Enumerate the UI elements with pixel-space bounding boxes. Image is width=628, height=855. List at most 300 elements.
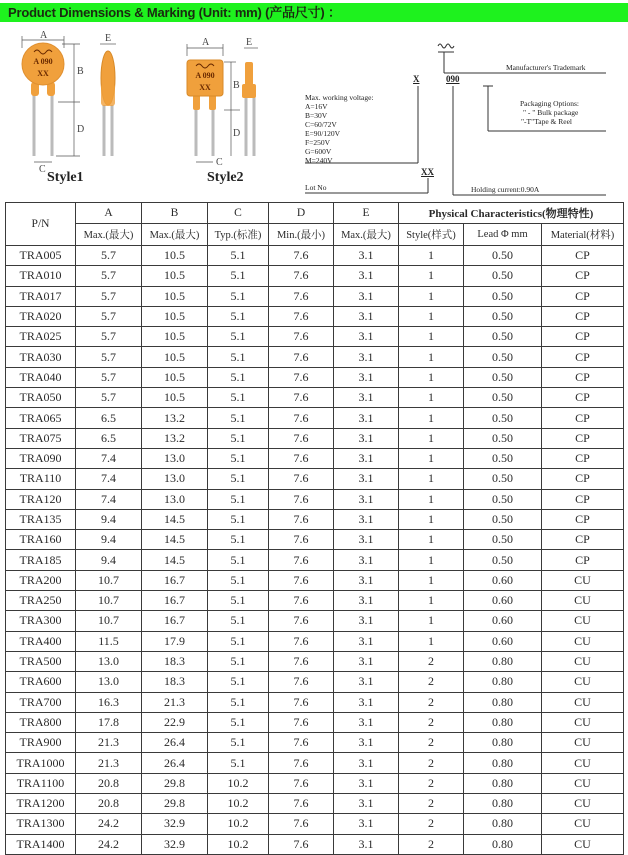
cell-d: 7.6 (269, 733, 334, 753)
cell-lead: 0.50 (464, 266, 542, 286)
cell-e: 3.1 (334, 489, 399, 509)
cell-material: CU (542, 773, 624, 793)
cell-pn: TRA900 (6, 733, 76, 753)
cell-d: 7.6 (269, 347, 334, 367)
table-row (6, 530, 624, 550)
cell-c: 5.1 (208, 286, 269, 306)
subheader-d-min: Min.(最小) (269, 224, 334, 246)
holding-current-label: Holding current:0.90A (471, 185, 540, 194)
subheader-a-max: Max.(最大) (76, 224, 142, 246)
cell-pn: TRA1200 (6, 794, 76, 814)
cell-style: 2 (399, 814, 464, 834)
cell-a: 10.7 (76, 570, 142, 590)
style2-dim-c: C (216, 157, 223, 168)
cell-material: CP (542, 246, 624, 266)
cell-d: 7.6 (269, 712, 334, 732)
cell-a: 5.7 (76, 327, 142, 347)
cell-c: 10.2 (208, 794, 269, 814)
cell-c: 5.1 (208, 266, 269, 286)
voltage-option: F=250V (305, 138, 331, 147)
subheader-b-max: Max.(最大) (142, 224, 208, 246)
cell-d: 7.6 (269, 773, 334, 793)
cell-style: 1 (399, 489, 464, 509)
voltage-option: M=240V (305, 156, 333, 165)
cell-style: 1 (399, 408, 464, 428)
cell-style: 1 (399, 286, 464, 306)
header-dim-b: B (142, 203, 208, 224)
cell-lead: 0.50 (464, 347, 542, 367)
subheader-e-max: Max.(最大) (334, 224, 399, 246)
cell-a: 5.7 (76, 347, 142, 367)
cell-e: 3.1 (334, 327, 399, 347)
style1-marking-lot: XX (37, 69, 49, 78)
cell-pn: TRA600 (6, 672, 76, 692)
cell-pn: TRA120 (6, 489, 76, 509)
specifications-table (5, 202, 624, 855)
cell-lead: 0.60 (464, 611, 542, 631)
table-row (6, 651, 624, 671)
cell-style: 2 (399, 733, 464, 753)
cell-e: 3.1 (334, 570, 399, 590)
table-row (6, 672, 624, 692)
cell-lead: 0.50 (464, 489, 542, 509)
cell-material: CU (542, 631, 624, 651)
cell-e: 3.1 (334, 530, 399, 550)
cell-pn: TRA700 (6, 692, 76, 712)
cell-d: 7.6 (269, 530, 334, 550)
cell-style: 1 (399, 266, 464, 286)
cell-style: 1 (399, 570, 464, 590)
cell-material: CP (542, 327, 624, 347)
table-row (6, 509, 624, 529)
cell-d: 7.6 (269, 834, 334, 854)
cell-lead: 0.50 (464, 550, 542, 570)
cell-lead: 0.50 (464, 327, 542, 347)
cell-e: 3.1 (334, 367, 399, 387)
packaging-legend (520, 99, 579, 126)
voltage-option: E=90/120V (305, 129, 341, 138)
cell-c: 5.1 (208, 733, 269, 753)
cell-lead: 0.60 (464, 631, 542, 651)
cell-pn: TRA065 (6, 408, 76, 428)
cell-c: 5.1 (208, 327, 269, 347)
cell-b: 29.8 (142, 773, 208, 793)
cell-a: 9.4 (76, 509, 142, 529)
style2-dim-a: A (202, 37, 210, 48)
cell-material: CU (542, 672, 624, 692)
cell-d: 7.6 (269, 509, 334, 529)
cell-lead: 0.50 (464, 408, 542, 428)
cell-style: 2 (399, 753, 464, 773)
cell-b: 10.5 (142, 327, 208, 347)
cell-a: 5.7 (76, 286, 142, 306)
cell-e: 3.1 (334, 631, 399, 651)
cell-d: 7.6 (269, 367, 334, 387)
cell-c: 5.1 (208, 448, 269, 468)
cell-lead: 0.80 (464, 651, 542, 671)
cell-c: 5.1 (208, 469, 269, 489)
cell-pn: TRA400 (6, 631, 76, 651)
table-row (6, 246, 624, 266)
cell-pn: TRA135 (6, 509, 76, 529)
cell-pn: TRA1100 (6, 773, 76, 793)
cell-d: 7.6 (269, 286, 334, 306)
section-title-banner: Product Dimensions & Marking (Unit: mm) (产品尺寸) ： (0, 3, 628, 22)
cell-c: 10.2 (208, 834, 269, 854)
cell-d: 7.6 (269, 753, 334, 773)
cell-c: 5.1 (208, 631, 269, 651)
cell-a: 20.8 (76, 794, 142, 814)
cell-e: 3.1 (334, 651, 399, 671)
cell-e: 3.1 (334, 834, 399, 854)
packaging-option: "-T"Tape & Reel (521, 117, 572, 126)
cell-pn: TRA160 (6, 530, 76, 550)
cell-b: 16.7 (142, 611, 208, 631)
cell-pn: TRA1000 (6, 753, 76, 773)
cell-d: 7.6 (269, 408, 334, 428)
header-dim-d: D (269, 203, 334, 224)
cell-a: 20.8 (76, 773, 142, 793)
cell-b: 29.8 (142, 794, 208, 814)
cell-d: 7.6 (269, 428, 334, 448)
voltage-legend (305, 93, 374, 165)
cell-b: 13.0 (142, 469, 208, 489)
cell-a: 5.7 (76, 306, 142, 326)
cell-pn: TRA090 (6, 448, 76, 468)
cell-e: 3.1 (334, 286, 399, 306)
table-row (6, 591, 624, 611)
cell-material: CP (542, 286, 624, 306)
cell-lead: 0.80 (464, 753, 542, 773)
cell-material: CP (542, 530, 624, 550)
cell-d: 7.6 (269, 489, 334, 509)
cell-b: 14.5 (142, 509, 208, 529)
cell-lead: 0.80 (464, 712, 542, 732)
cell-e: 3.1 (334, 428, 399, 448)
cell-style: 1 (399, 550, 464, 570)
cell-b: 10.5 (142, 347, 208, 367)
cell-lead: 0.60 (464, 591, 542, 611)
cell-e: 3.1 (334, 347, 399, 367)
cell-material: CU (542, 570, 624, 590)
cell-d: 7.6 (269, 692, 334, 712)
cell-pn: TRA030 (6, 347, 76, 367)
cell-b: 32.9 (142, 814, 208, 834)
table-row (6, 286, 624, 306)
cell-lead: 0.50 (464, 509, 542, 529)
cell-b: 10.5 (142, 367, 208, 387)
cell-b: 26.4 (142, 733, 208, 753)
cell-c: 5.1 (208, 611, 269, 631)
cell-e: 3.1 (334, 388, 399, 408)
lot-label: Lot No (305, 183, 327, 192)
table-row (6, 773, 624, 793)
cell-b: 13.0 (142, 448, 208, 468)
cell-style: 1 (399, 448, 464, 468)
cell-e: 3.1 (334, 814, 399, 834)
cell-style: 1 (399, 327, 464, 347)
cell-e: 3.1 (334, 408, 399, 428)
cell-c: 5.1 (208, 408, 269, 428)
cell-b: 17.9 (142, 631, 208, 651)
cell-e: 3.1 (334, 753, 399, 773)
cell-style: 1 (399, 347, 464, 367)
cell-d: 7.6 (269, 266, 334, 286)
style1-label: Style1 (47, 170, 84, 185)
cell-material: CP (542, 550, 624, 570)
style2-dim-d: D (233, 128, 241, 139)
subheader-c-typ: Typ.(标准) (208, 224, 269, 246)
cell-c: 5.1 (208, 428, 269, 448)
cell-d: 7.6 (269, 631, 334, 651)
cell-d: 7.6 (269, 611, 334, 631)
cell-material: CP (542, 448, 624, 468)
cell-a: 11.5 (76, 631, 142, 651)
cell-material: CP (542, 489, 624, 509)
cell-a: 6.5 (76, 408, 142, 428)
cell-pn: TRA1400 (6, 834, 76, 854)
cell-a: 7.4 (76, 489, 142, 509)
cell-a: 5.7 (76, 246, 142, 266)
cell-pn: TRA010 (6, 266, 76, 286)
cell-e: 3.1 (334, 591, 399, 611)
cell-a: 7.4 (76, 469, 142, 489)
cell-c: 5.1 (208, 388, 269, 408)
cell-style: 1 (399, 631, 464, 651)
packaging-option: " - " Bulk package (523, 108, 579, 117)
cell-pn: TRA250 (6, 591, 76, 611)
cell-lead: 0.80 (464, 692, 542, 712)
cell-c: 10.2 (208, 814, 269, 834)
style2-dim-b: B (233, 80, 240, 91)
table-header-row (6, 203, 624, 224)
style2-marking-code: A 090 (195, 71, 215, 80)
cell-a: 10.7 (76, 611, 142, 631)
cell-e: 3.1 (334, 469, 399, 489)
cell-a: 7.4 (76, 448, 142, 468)
cell-c: 5.1 (208, 306, 269, 326)
cell-d: 7.6 (269, 448, 334, 468)
cell-style: 1 (399, 509, 464, 529)
cell-c: 5.1 (208, 651, 269, 671)
cell-e: 3.1 (334, 733, 399, 753)
cell-c: 5.1 (208, 672, 269, 692)
cell-a: 21.3 (76, 753, 142, 773)
cell-lead: 0.80 (464, 814, 542, 834)
table-body (6, 246, 624, 855)
cell-a: 5.7 (76, 266, 142, 286)
cell-material: CU (542, 733, 624, 753)
cell-b: 10.5 (142, 286, 208, 306)
cell-c: 5.1 (208, 367, 269, 387)
cell-material: CU (542, 814, 624, 834)
voltage-option: G=600V (305, 147, 332, 156)
cell-c: 5.1 (208, 753, 269, 773)
cell-material: CU (542, 591, 624, 611)
cell-b: 14.5 (142, 550, 208, 570)
voltage-option: C=60/72V (305, 120, 337, 129)
table-row (6, 408, 624, 428)
cell-b: 18.3 (142, 651, 208, 671)
cell-pn: TRA110 (6, 469, 76, 489)
cell-c: 5.1 (208, 712, 269, 732)
header-dim-c: C (208, 203, 269, 224)
cell-pn: TRA075 (6, 428, 76, 448)
cell-style: 1 (399, 611, 464, 631)
cell-c: 5.1 (208, 692, 269, 712)
cell-a: 13.0 (76, 672, 142, 692)
cell-e: 3.1 (334, 773, 399, 793)
cell-c: 5.1 (208, 246, 269, 266)
table-row (6, 753, 624, 773)
cell-lead: 0.60 (464, 570, 542, 590)
cell-e: 3.1 (334, 611, 399, 631)
cell-e: 3.1 (334, 509, 399, 529)
cell-material: CU (542, 794, 624, 814)
cell-d: 7.6 (269, 591, 334, 611)
cell-a: 6.5 (76, 428, 142, 448)
cell-pn: TRA050 (6, 388, 76, 408)
cell-a: 10.7 (76, 591, 142, 611)
cell-c: 10.2 (208, 773, 269, 793)
cell-lead: 0.50 (464, 306, 542, 326)
cell-pn: TRA025 (6, 327, 76, 347)
cell-b: 21.3 (142, 692, 208, 712)
cell-a: 21.3 (76, 733, 142, 753)
subheader-material: Material(材料) (542, 224, 624, 246)
cell-d: 7.6 (269, 306, 334, 326)
dimension-figure (0, 30, 628, 198)
cell-material: CU (542, 712, 624, 732)
cell-e: 3.1 (334, 550, 399, 570)
packaging-title: Packaging Options: (520, 99, 579, 108)
cell-style: 2 (399, 712, 464, 732)
cell-material: CP (542, 367, 624, 387)
table-row (6, 428, 624, 448)
cell-material: CP (542, 347, 624, 367)
style1-dim-d: D (77, 124, 85, 135)
cell-a: 17.8 (76, 712, 142, 732)
table-row (6, 814, 624, 834)
cell-d: 7.6 (269, 814, 334, 834)
cell-material: CU (542, 651, 624, 671)
trademark-label: Manufacturer's Trademark (506, 63, 586, 72)
table-row (6, 347, 624, 367)
cell-style: 1 (399, 530, 464, 550)
voltage-title: Max. working voltage: (305, 93, 374, 102)
cell-c: 5.1 (208, 347, 269, 367)
cell-e: 3.1 (334, 306, 399, 326)
cell-style: 2 (399, 834, 464, 854)
cell-lead: 0.80 (464, 794, 542, 814)
cell-e: 3.1 (334, 266, 399, 286)
cell-lead: 0.50 (464, 367, 542, 387)
table-row (6, 448, 624, 468)
cell-d: 7.6 (269, 388, 334, 408)
cell-c: 5.1 (208, 570, 269, 590)
style2-marking-lot: XX (199, 83, 211, 92)
cell-material: CU (542, 753, 624, 773)
lot-code: XX (421, 167, 434, 177)
cell-b: 13.2 (142, 428, 208, 448)
header-pn: P/N (6, 203, 76, 246)
cell-material: CP (542, 266, 624, 286)
cell-style: 1 (399, 306, 464, 326)
cell-d: 7.6 (269, 246, 334, 266)
voltage-option: B=30V (305, 111, 328, 120)
cell-b: 26.4 (142, 753, 208, 773)
table-row (6, 733, 624, 753)
table-row (6, 469, 624, 489)
cell-e: 3.1 (334, 692, 399, 712)
cell-b: 10.5 (142, 266, 208, 286)
cell-c: 5.1 (208, 509, 269, 529)
table-row (6, 306, 624, 326)
table-row (6, 611, 624, 631)
cell-d: 7.6 (269, 672, 334, 692)
cell-a: 13.0 (76, 651, 142, 671)
cell-b: 32.9 (142, 834, 208, 854)
cell-lead: 0.80 (464, 834, 542, 854)
cell-material: CU (542, 611, 624, 631)
style1-dim-c: C (39, 164, 46, 175)
cell-style: 1 (399, 428, 464, 448)
cell-e: 3.1 (334, 448, 399, 468)
cell-material: CP (542, 469, 624, 489)
cell-d: 7.6 (269, 794, 334, 814)
cell-c: 5.1 (208, 591, 269, 611)
style1-side-drawing (101, 51, 115, 156)
cell-pn: TRA005 (6, 246, 76, 266)
subheader-style: Style(样式) (399, 224, 464, 246)
cell-d: 7.6 (269, 327, 334, 347)
style1-marking-code: A 090 (33, 57, 53, 66)
table-row (6, 570, 624, 590)
cell-material: CU (542, 692, 624, 712)
cell-style: 2 (399, 672, 464, 692)
cell-lead: 0.80 (464, 773, 542, 793)
current-code: 090 (446, 74, 460, 84)
cell-a: 9.4 (76, 530, 142, 550)
cell-d: 7.6 (269, 570, 334, 590)
cell-e: 3.1 (334, 246, 399, 266)
cell-a: 24.2 (76, 814, 142, 834)
cell-lead: 0.50 (464, 448, 542, 468)
cell-material: CP (542, 408, 624, 428)
cell-b: 14.5 (142, 530, 208, 550)
cell-a: 24.2 (76, 834, 142, 854)
table-row (6, 692, 624, 712)
cell-c: 5.1 (208, 489, 269, 509)
table-row (6, 266, 624, 286)
cell-c: 5.1 (208, 530, 269, 550)
cell-b: 18.3 (142, 672, 208, 692)
cell-style: 1 (399, 591, 464, 611)
cell-pn: TRA200 (6, 570, 76, 590)
cell-lead: 0.50 (464, 246, 542, 266)
cell-d: 7.6 (269, 469, 334, 489)
table-row (6, 712, 624, 732)
cell-b: 16.7 (142, 570, 208, 590)
cell-pn: TRA040 (6, 367, 76, 387)
trademark-logo-icon (438, 44, 454, 48)
cell-e: 3.1 (334, 794, 399, 814)
table-subheader-row (6, 224, 624, 246)
cell-style: 1 (399, 469, 464, 489)
cell-b: 13.2 (142, 408, 208, 428)
cell-e: 3.1 (334, 672, 399, 692)
cell-lead: 0.50 (464, 530, 542, 550)
